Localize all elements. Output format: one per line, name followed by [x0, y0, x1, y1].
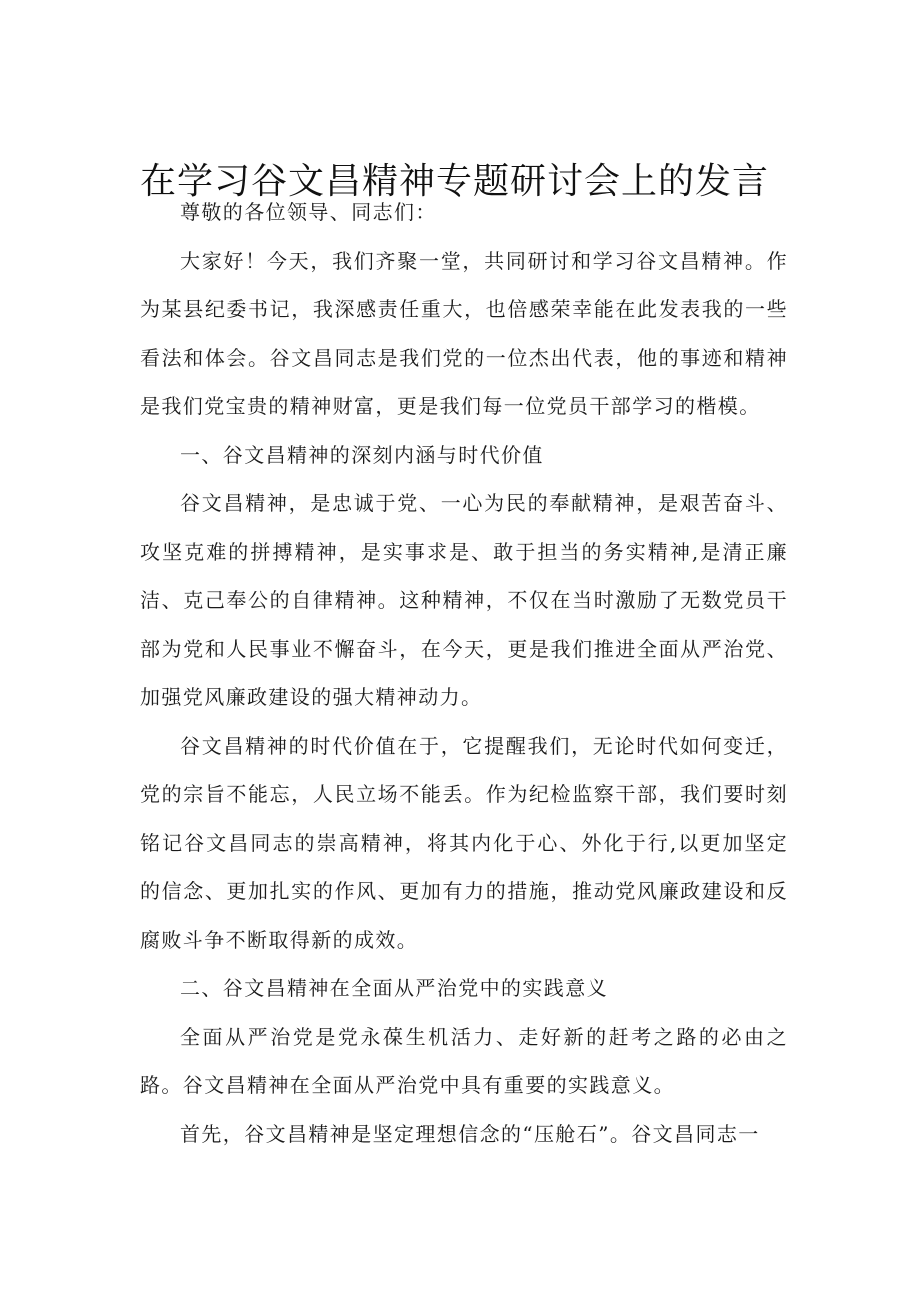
body-paragraph: 全面从严治党是党永葆生机活力、走好新的赶考之路的必由之路。谷文昌精神在全面从严治党中具有重要的实践意义。 [140, 1024, 788, 1097]
section-heading-1: 一、谷文昌精神的深刻内涵与时代价值 [180, 442, 544, 467]
body-paragraph: 谷文昌精神，是忠诚于党、一心为民的奉献精神，是艰苦奋斗、攻坚克难的拼搏精神，是实事求是、敢于担当的务实精神,是清正廉洁、克己奉公的自律精神。这种精神，不仅在当时激励了无数党员干部为党和人民事业不懈奋斗，在今天，更是我们推进全面从严治党、加强党风廉政建设的强大精神动力。 [140, 491, 788, 709]
section-heading-2: 二、谷文昌精神在全面从严治党中的实践意义 [180, 976, 608, 1000]
salutation-paragraph: 尊敬的各位领导、同志们： [180, 200, 437, 224]
body-paragraph: 谷文昌精神的时代价值在于，它提醒我们，无论时代如何变迁，党的宗旨不能忘，人民立场不能丢。作为纪检监察干部，我们要时刻铭记谷文昌同志的崇高精神，将其内化于心、外化于行,以更加坚定的信念、更加扎实的作风、更加有力的措施，推动党风廉政建设和反腐败斗争不断取得新的成效。 [140, 733, 788, 952]
document-body [140, 188, 788, 1158]
body-paragraph: 首先，谷文昌精神是坚定理想信念的“压舱石”。谷文昌同志一 [180, 1121, 760, 1146]
opening-paragraph: 大家好！今天，我们齐聚一堂，共同研讨和学习谷文昌精神。作为某县纪委书记，我深感责任重大，也倍感荣幸能在此发表我的一些看法和体会。谷文昌同志是我们党的一位杰出代表，他的事迹和精神是我们党宝贵的精神财富，更是我们每一位党员干部学习的楷模。 [140, 248, 788, 418]
document-title: 在学习谷文昌精神专题研讨会上的发言 [140, 161, 770, 202]
